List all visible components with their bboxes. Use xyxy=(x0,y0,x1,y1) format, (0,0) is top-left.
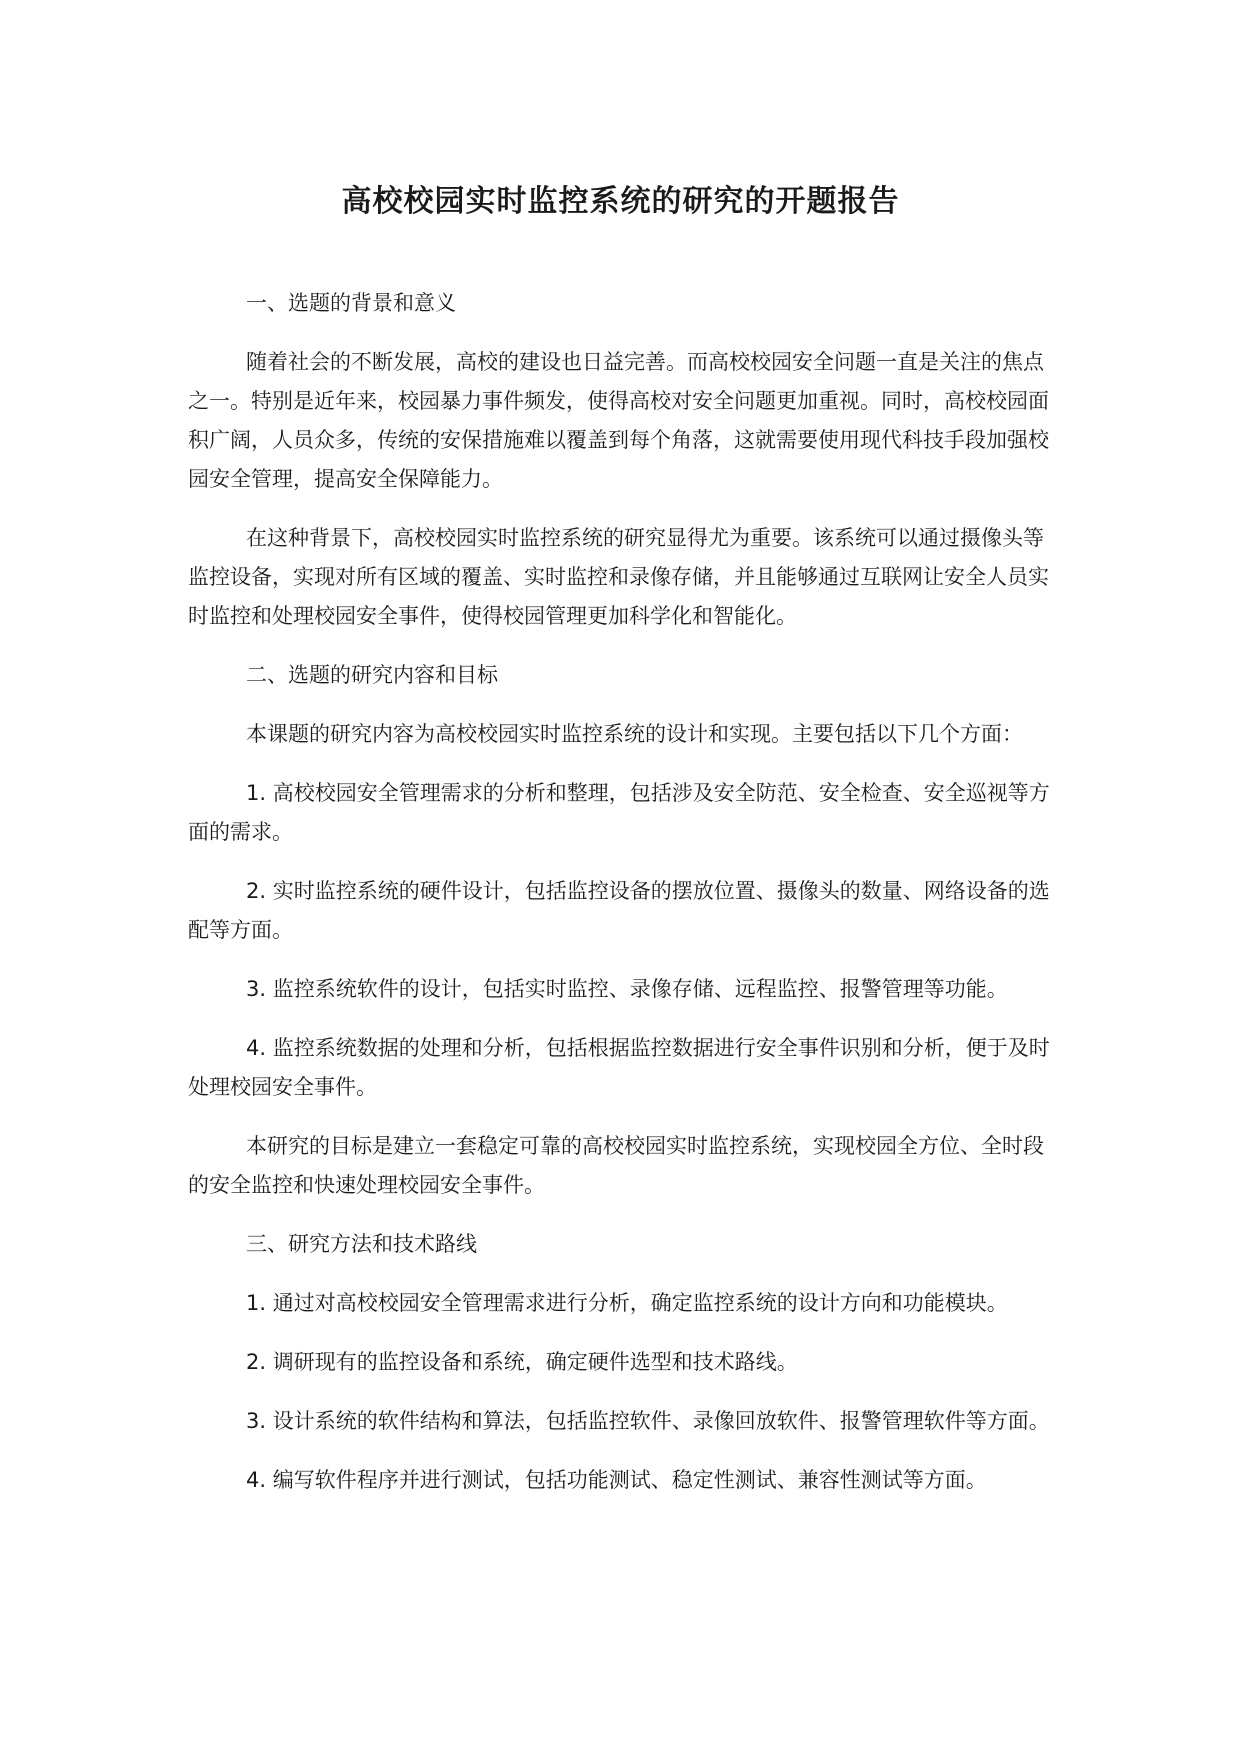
paragraph-content-intro: 本课题的研究内容为高校校园实时监控系统的设计和实现。主要包括以下几个方面： xyxy=(246,722,1023,746)
paragraph-background-2: 在这种背景下，高校校园实时监控系统的研究显得尤为重要。该系统可以通过摄像头等监控设备，实现对所有区域的覆盖、实时监控和录像存储，并且能够通过互联网让安全人员实时监控和处理校园安全事件，使得校园管理更加科学化和智能化。 xyxy=(188,526,1049,628)
list-item-content-2: 2. 实时监控系统的硬件设计，包括监控设备的摆放位置、摄像头的数量、网络设备的选配等方面。 xyxy=(188,879,1050,942)
section-heading-methods: 三、研究方法和技术路线 xyxy=(246,1232,477,1256)
list-item-method-2: 2. 调研现有的监控设备和系统，确定硬件选型和技术路线。 xyxy=(246,1350,798,1374)
paragraph-background-1: 随着社会的不断发展，高校的建设也日益完善。而高校校园安全问题一直是关注的焦点之一。特别是近年来，校园暴力事件频发，使得高校对安全问题更加重视。同时，高校校园面积广阔，人员众多，传统的安保措施难以覆盖到每个角落，这就需要使用现代科技手段加强校园安全管理，提高安全保障能力。 xyxy=(188,350,1049,491)
list-item-content-3: 3. 监控系统软件的设计，包括实时监控、录像存储、远程监控、报警管理等功能。 xyxy=(246,977,1008,1001)
list-item-content-4: 4. 监控系统数据的处理和分析，包括根据监控数据进行安全事件识别和分析，便于及时处理校园安全事件。 xyxy=(188,1036,1050,1099)
list-item-method-4: 4. 编写软件程序并进行测试，包括功能测试、稳定性测试、兼容性测试等方面。 xyxy=(246,1468,987,1492)
section-heading-content: 二、选题的研究内容和目标 xyxy=(246,663,498,687)
document-title: 高校校园实时监控系统的研究的开题报告 xyxy=(341,184,900,219)
document-body xyxy=(188,284,1058,1520)
list-item-method-3: 3. 设计系统的软件结构和算法，包括监控软件、录像回放软件、报警管理软件等方面。 xyxy=(246,1409,1050,1433)
section-heading-background: 一、选题的背景和意义 xyxy=(246,291,456,315)
list-item-method-1: 1. 通过对高校校园安全管理需求进行分析，确定监控系统的设计方向和功能模块。 xyxy=(246,1291,1008,1315)
paragraph-goal: 本研究的目标是建立一套稳定可靠的高校校园实时监控系统，实现校园全方位、全时段的安全监控和快速处理校园安全事件。 xyxy=(188,1134,1044,1197)
list-item-content-1: 1. 高校校园安全管理需求的分析和整理，包括涉及安全防范、安全检查、安全巡视等方面的需求。 xyxy=(188,781,1050,844)
